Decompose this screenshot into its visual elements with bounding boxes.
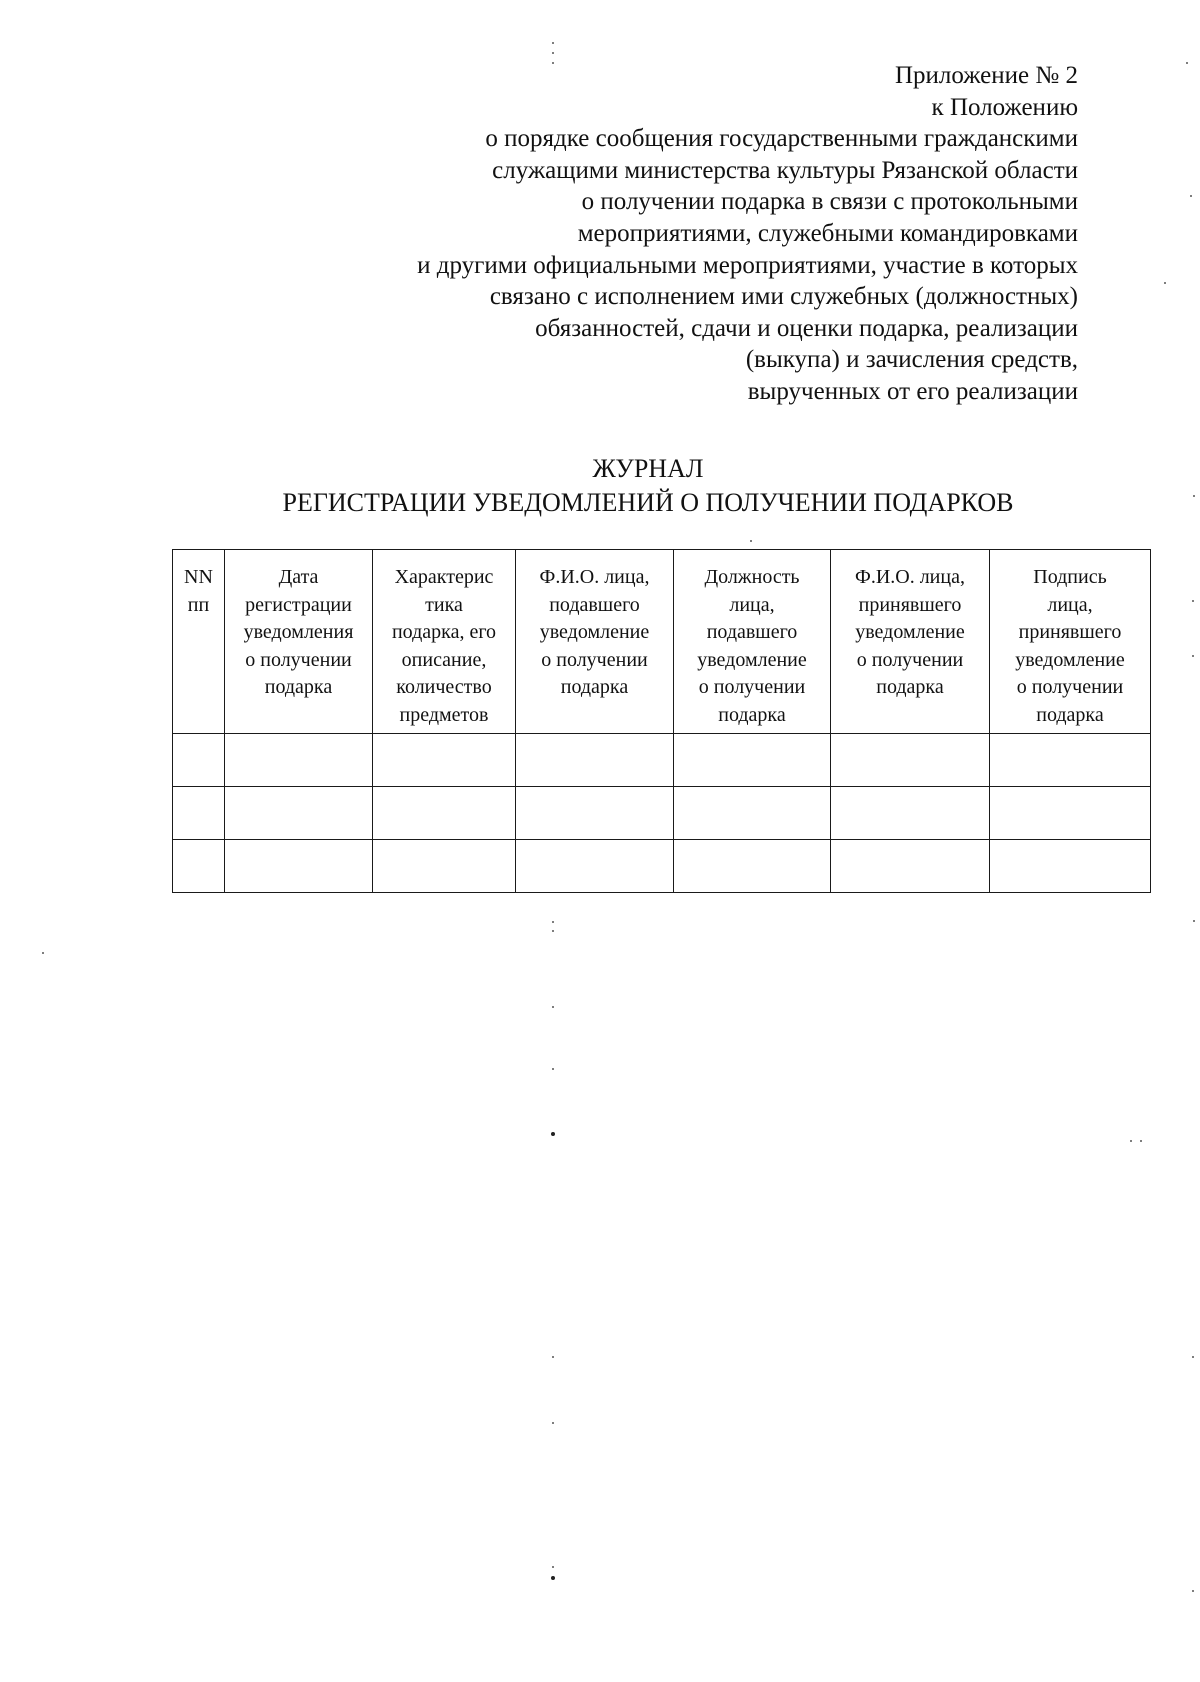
column-header-submitter-position: Должность лица, подавшего уведомление о получении подарка: [674, 550, 831, 734]
appendix-line: мероприятиями, служебными командировками: [577, 219, 1078, 247]
scan-speck: [1193, 495, 1195, 497]
scan-speck: [552, 62, 554, 64]
table-cell: [173, 787, 225, 840]
table-cell: [990, 787, 1151, 840]
appendix-line: к Положению: [931, 93, 1078, 121]
column-header-submitter-name: Ф.И.О. лица, подавшего уведомление о получении подарка: [516, 550, 674, 734]
table-body: [173, 734, 1151, 893]
appendix-line: о порядке сообщения государственными гражданскими: [485, 125, 1078, 153]
appendix-line: (выкупа) и зачисления средств,: [745, 346, 1078, 374]
table-header-row: [173, 550, 1151, 734]
table-cell: [225, 734, 373, 787]
table-cell: [674, 787, 831, 840]
scan-speck: [1192, 655, 1194, 657]
appendix-line: служащими министерства культуры Рязанской области: [492, 156, 1078, 184]
column-header-registration-date: Дата регистрации уведомления о получении подарка: [225, 550, 373, 734]
table-cell: [373, 734, 516, 787]
scan-speck: [552, 52, 554, 54]
table-row: [173, 840, 1151, 893]
journal-title: ЖУРНАЛ: [592, 454, 704, 483]
table-cell: [173, 840, 225, 893]
appendix-heading: [278, 60, 1078, 408]
scan-speck: [1190, 195, 1192, 197]
journal-title-block: [0, 452, 1200, 520]
table-cell: [173, 734, 225, 787]
column-header-number: NN пп: [173, 550, 225, 734]
column-header-receiver-signature: Подпись лица, принявшего уведомление о получении подарка: [990, 550, 1151, 734]
table-cell: [831, 734, 990, 787]
table-cell: [990, 840, 1151, 893]
scan-speck: [1192, 1590, 1194, 1592]
journal-subtitle: РЕГИСТРАЦИИ УВЕДОМЛЕНИЙ О ПОЛУЧЕНИИ ПОДАРКОВ: [282, 488, 1014, 517]
scan-speck: [552, 930, 554, 932]
appendix-line: обязанностей, сдачи и оценки подарка, реализации: [535, 314, 1078, 342]
scan-speck: [552, 1566, 554, 1568]
scan-speck: [1192, 600, 1194, 602]
table-cell: [516, 734, 674, 787]
scan-speck: [1164, 282, 1166, 284]
scan-speck: [551, 1132, 555, 1136]
scan-speck: [1130, 1140, 1132, 1142]
table-cell: [373, 840, 516, 893]
table-cell: [831, 840, 990, 893]
table-cell: [516, 787, 674, 840]
table-cell: [225, 787, 373, 840]
table-row: [173, 734, 1151, 787]
column-header-gift-description: Характерис тика подарка, его описание, количество предметов: [373, 550, 516, 734]
scan-speck: [552, 921, 554, 923]
table-cell: [225, 840, 373, 893]
appendix-line: связано с исполнением ими служебных (должностных): [489, 283, 1078, 311]
scan-speck: [552, 1068, 554, 1070]
table-cell: [373, 787, 516, 840]
table-cell: [516, 840, 674, 893]
scan-speck: [552, 1006, 554, 1008]
table-cell: [674, 734, 831, 787]
scan-speck: [1140, 1140, 1142, 1142]
scan-speck: [552, 1422, 554, 1424]
table-cell: [674, 840, 831, 893]
scan-speck: [1193, 920, 1195, 922]
column-header-receiver-name: Ф.И.О. лица, принявшего уведомление о получении подарка: [831, 550, 990, 734]
appendix-line: вырученных от его реализации: [747, 377, 1078, 405]
table-cell: [831, 787, 990, 840]
scan-speck: [552, 42, 554, 44]
appendix-line: о получении подарка в связи с протокольными: [581, 188, 1078, 216]
appendix-line: Приложение № 2: [894, 62, 1078, 89]
scan-speck: [552, 1356, 554, 1358]
scan-speck: [551, 1576, 555, 1580]
scan-speck: [42, 952, 44, 954]
scan-speck: [750, 540, 752, 542]
table-cell: [990, 734, 1151, 787]
gift-register-table: [172, 549, 1151, 893]
scan-speck: [1186, 62, 1188, 64]
scan-speck: [1192, 1356, 1194, 1358]
table-row: [173, 787, 1151, 840]
appendix-line: и другими официальными мероприятиями, участие в которых: [417, 251, 1078, 279]
